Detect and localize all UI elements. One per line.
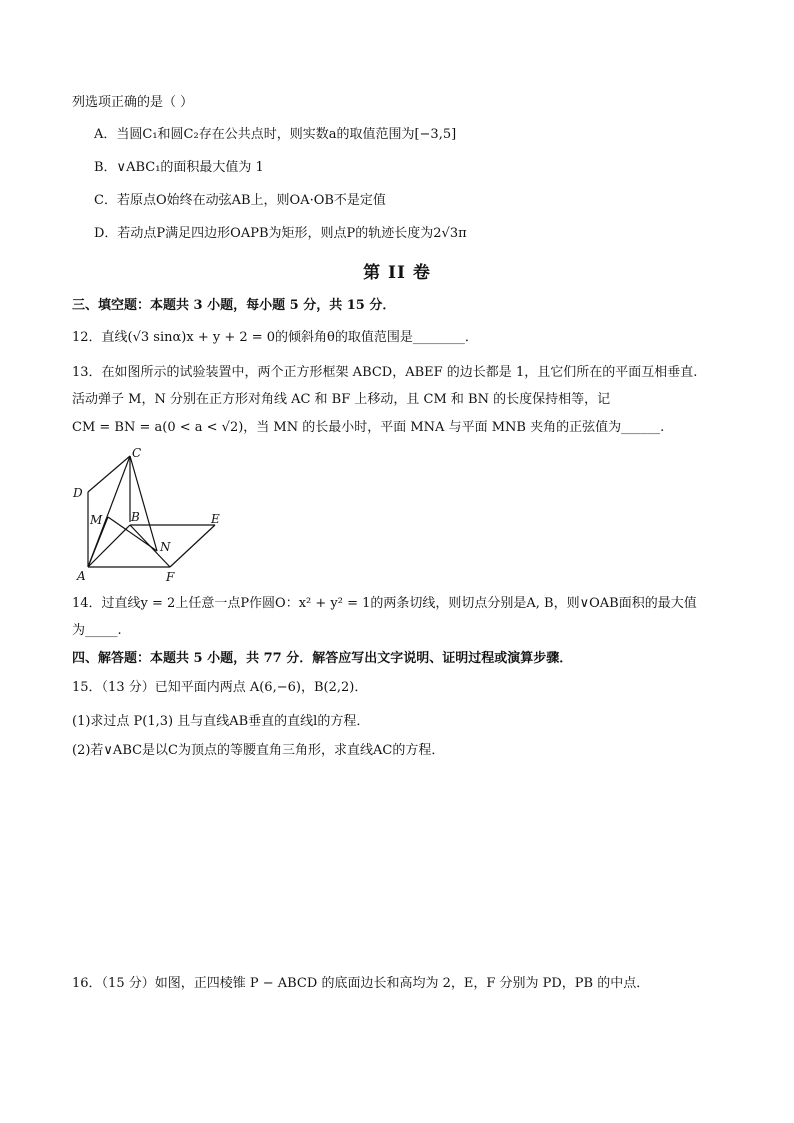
geometry-figure: [70, 447, 230, 587]
question-12: 12．直线(√3 sinα)x + y + 2 = 0的倾斜角θ的取值范围是________．: [72, 330, 478, 345]
label-n: N: [160, 540, 171, 554]
part3-header: 三、填空题：本题共 3 小题，每小题 5 分，共 15 分．: [72, 298, 396, 313]
label-e: E: [211, 512, 220, 526]
question-13-line-1: 13．在如图所示的试验装置中，两个正方形框架 ABCD，ABEF 的边长都是 1，且它们所在的平面互相垂直.: [72, 365, 698, 380]
question-15-stem: 15．（13 分）已知平面内两点 A(6,−6)，B(2,2)．: [72, 680, 368, 695]
geometry-diagram: [70, 447, 230, 587]
question-15-part-1: (1)求过点 P(1,3) 且与直线AB垂直的直线l的方程．: [72, 714, 370, 729]
question-14-line-2: 为_____.: [72, 623, 122, 638]
label-a: A: [77, 569, 86, 583]
label-d: D: [73, 486, 83, 500]
question-14-line-1: 14．过直线y = 2上任意一点P作圆O：x² + y² = 1的两条切线，则切点分别是A, B，则∨OAB面积的最大值: [72, 596, 697, 611]
section-title: 第 II 卷: [363, 263, 431, 283]
q11-stem-tail: 列选项正确的是（ ）: [72, 95, 194, 110]
label-b: B: [131, 510, 140, 524]
question-15-part-2: (2)若∨ABC是以C为顶点的等腰直角三角形，求直线AC的方程．: [72, 743, 445, 758]
q11-option-d: D．若动点P满足四边形OAPB为矩形，则点P的轨迹长度为2√3π: [94, 226, 467, 241]
label-m: M: [90, 513, 103, 527]
label-c: C: [132, 447, 142, 460]
part4-header: 四、解答题：本题共 5 小题，共 77 分．解答应写出文字说明、证明过程或演算步骤．: [72, 651, 573, 666]
question-13-line-2: 活动弹子 M，N 分别在正方形对角线 AC 和 BF 上移动，且 CM 和 BN 的长度保持相等，记: [72, 392, 611, 407]
label-f: F: [166, 570, 175, 584]
question-13-line-3: CM = BN = a(0 < a < √2)，当 MN 的长最小时，平面 MNA 与平面 MNB 夹角的正弦值为______.: [72, 420, 665, 435]
q11-option-b: B．∨ABC₁的面积最大值为 1: [94, 160, 264, 175]
question-16-stem: 16．（15 分）如图，正四棱锥 P − ABCD 的底面边长和高均为 2，E，F 分别为 PD，PB 的中点．: [72, 976, 650, 991]
q11-option-a: A．当圆C₁和圆C₂存在公共点时，则实数a的取值范围为[−3,5]: [94, 127, 457, 142]
q11-option-c: C．若原点O始终在动弦AB上，则OA·OB不是定值: [94, 193, 386, 208]
